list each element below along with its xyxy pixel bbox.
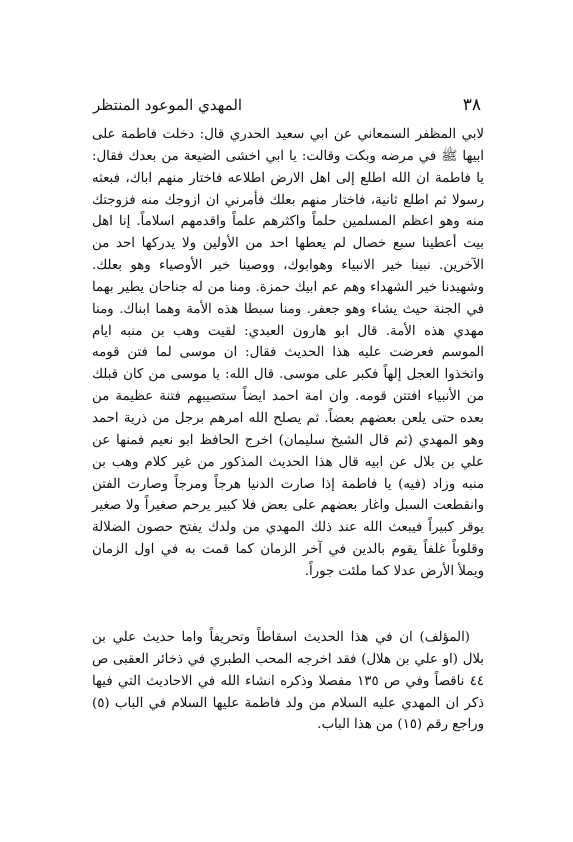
paragraph-hadith: لابي المظفر السمعاني عن ابي سعيد الحدري قال: دخلت فاطمة على ابيها ﷺ في مرضه وبكت وقالت: يا ابي اخشى الضيعة من بعدك فقال: يا فاطمة ان الله اطلع إلى اهل الارض اطلاعه فاختار منهم اباك، فبعثه رسولا ثم اطلع ثانية، فاختار منهم بعلك فأمرني ان ازوجك منه فزوجتك منه وهو اعظم المسلمين حلماً واكثرهم علماً واقدمهم اسلاماً. إنا اهل بيت أعطينا سبع خصال لم يعطها احد من الأولين ولا يدركها احد من الآخرين. نبينا خير الانبياء وهوابوك، ووصينا خير الأوصياء وهو بعلك. وشهيدنا خير الشهداء وهم عم ابيك حمزة. ومنا من له جناحان يطير بهما في الجنة حيث يشاء وهو جعفر. ومنا سبطا هذه الأمة وهما ابناك. ومنا مهدي هذه الأمة. قال ابو هارون العبدي: لقيت وهب بن منبه ايام الموسم فعرضت عليه هذا الحديث فقال: ان موسى لما فتن قومه واتخذوا العجل إلهاً فكبر على موسى. قال الله: يا موسى من كان قبلك من الأنبياء افتتن قومه. وان امة احمد ايضاً ستصيبهم فتنة عظيمة من بعده حتى يلعن بعضهم بعضاً. ثم يصلح الله امرهم برجل من ذرية احمد وهو المهدي (ثم قال الشيخ سليمان) اخرج الحافظ ابو نعيم فمنها عن علي بن بلال عن ابيه قال هذا الحديث المذكور من غير كلام وهب بن منبه وزاد (فيه) يا فاطمة إذا صارت الدنيا هرجاً ومرجاً وصارت الفتن وانقطعت السبل واغار بعضهم على بعض فلا كبير يرحم صغيراً ولا صغير يوقر كبيراً فيبعث الله عند ذلك المهدي من ولدك يفتح حصون الضلالة وقلوباً غلفاً يقوم بالدين في آخر الزمان كما قمت به في اول الزمان ويملأ الأرض عدلا كما ملئت جوراً. (92, 127, 484, 579)
page-number: ٣٨ (462, 95, 481, 115)
author-note (92, 627, 484, 736)
page-header (93, 92, 481, 118)
main-text (92, 124, 484, 583)
paragraph-author-note: (المؤلف) ان في هذا الحديث اسقاطاً وتحريفاً واما حديث علي بن بلال (او علي بن هلال) فقد اخرجه المحب الطبري في ذخائر العقبى ص ٤٤ ناقصاً وفي ص ١٣٥ مفصلا وذكره انشاء الله في الاحاديث التي فيها ذكر ان المهدي عليه السلام من ولد فاطمة عليها السلام في الباب (٥) وراجع رقم (١٥) من هذا الباب. (92, 630, 484, 733)
running-title: المهدي الموعود المنتظر (93, 96, 243, 114)
